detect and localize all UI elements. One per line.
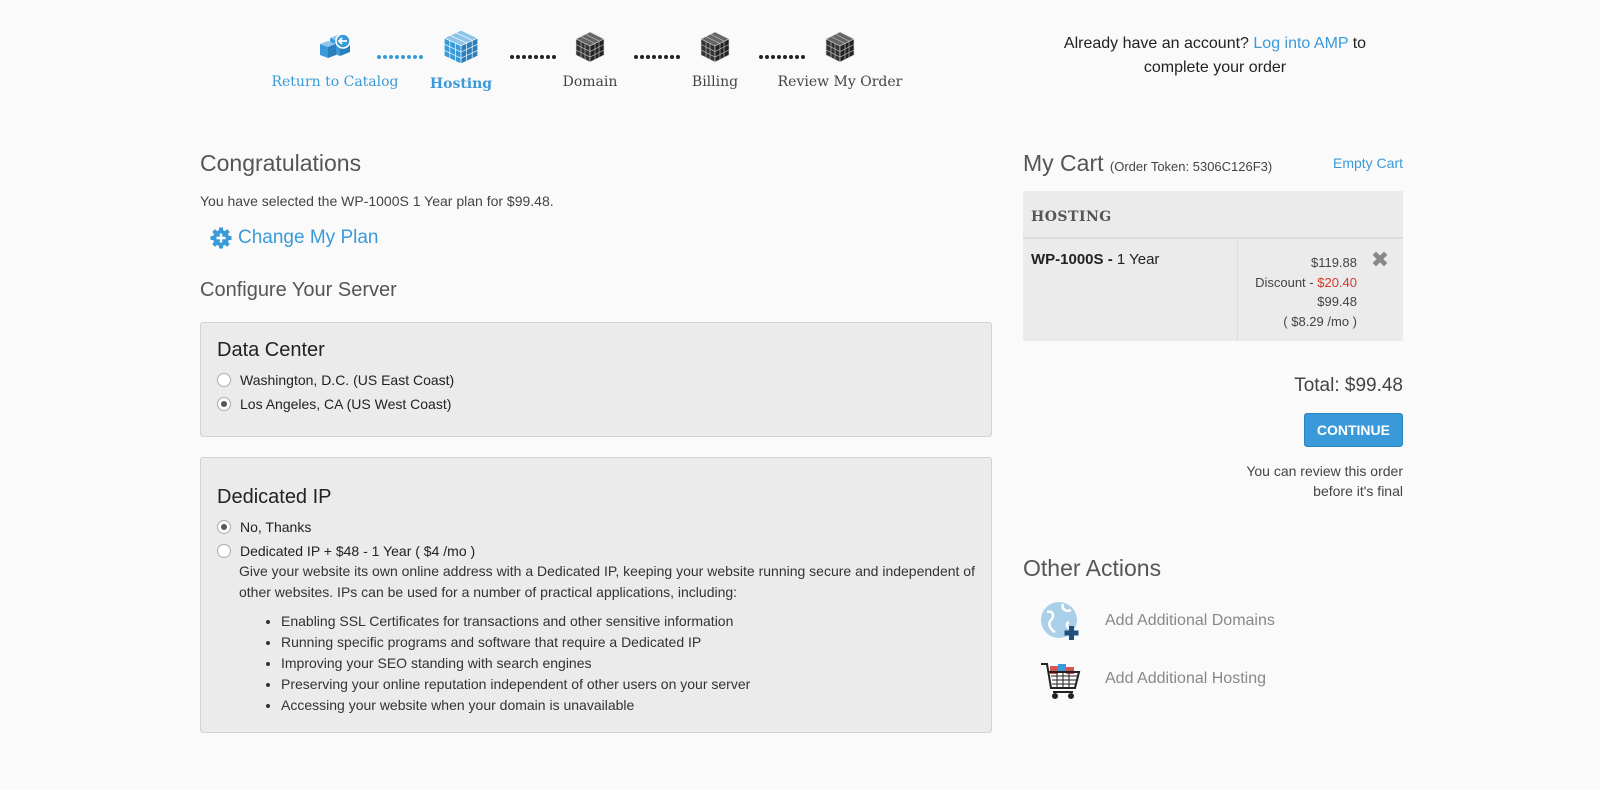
login-prompt [1030, 32, 1400, 80]
item-monthly: ( $8.29 /mo ) [1283, 313, 1357, 329]
cart-table [1023, 191, 1403, 341]
option-label: Los Angeles, CA (US West Coast) [240, 396, 452, 412]
review-note-line: You can review this order [1246, 463, 1403, 479]
empty-cart-link[interactable]: Empty Cart [1332, 155, 1403, 171]
cart-section-header: HOSTING [1023, 191, 1403, 239]
cart-item-prices [1238, 239, 1357, 341]
step-hosting[interactable] [396, 26, 526, 92]
list-item: • Improving your SEO standing with search engines [281, 653, 975, 674]
list-item: • Enabling SSL Certificates for transactions and other sensitive information [281, 611, 975, 632]
cart-item-name [1023, 239, 1238, 341]
continue-button[interactable]: CONTINUE [1304, 413, 1403, 447]
action-label: Add Additional Domains [1105, 612, 1275, 629]
data-center-title: Data Center [217, 339, 325, 361]
change-my-plan-button[interactable] [210, 227, 992, 249]
item-price: $119.88 [1310, 255, 1357, 270]
data-center-panel [200, 322, 992, 437]
cube-icon [442, 28, 480, 66]
step-label: Domain [562, 74, 618, 90]
radio-button[interactable] [217, 520, 231, 534]
step-label: Return to Catalog [271, 74, 399, 90]
benefits-list [239, 611, 975, 716]
cube-back-icon [318, 30, 352, 64]
data-center-option-washington[interactable] [217, 372, 975, 388]
remove-item-icon[interactable]: ✖ [1370, 247, 1390, 272]
item-plan: WP-1000S - [1031, 251, 1113, 268]
login-suffix: to complete your order [1143, 35, 1367, 76]
review-note-line: before it's final [1313, 483, 1403, 499]
radio-button[interactable] [217, 397, 231, 411]
step-label: Review My Order [777, 74, 903, 90]
radio-button[interactable] [217, 544, 231, 558]
option-label: Washington, D.C. (US East Coast) [240, 372, 455, 388]
page-title: Congratulations [200, 150, 362, 176]
main-content [200, 150, 992, 733]
cube-icon [698, 30, 732, 64]
discount-value: $20.40 [1317, 274, 1357, 290]
dedicated-ip-option-yes[interactable] [217, 543, 975, 559]
item-subtotal: $99.48 [1317, 294, 1357, 309]
order-token: (Order Token: 5306C126F3) [1109, 159, 1273, 174]
configure-server-title: Configure Your Server [200, 279, 397, 301]
dedicated-ip-panel [200, 457, 992, 733]
login-prefix: Already have an account? [1063, 35, 1249, 52]
cart-total: Total: $99.48 [1294, 375, 1403, 396]
step-label: Hosting [429, 76, 493, 92]
list-item: • Preserving your online reputation independent of other users on your server [281, 674, 975, 695]
dedicated-ip-option-no[interactable] [217, 519, 975, 535]
globe-plus-icon [1039, 600, 1083, 642]
dedicated-ip-title: Dedicated IP [217, 486, 332, 508]
discount-label: Discount - [1255, 274, 1314, 290]
action-label: Add Additional Hosting [1105, 670, 1266, 687]
add-additional-domains-action[interactable] [1039, 600, 1403, 642]
selected-plan-text: You have selected the WP-1000S 1 Year plan for $99.48. [200, 193, 554, 209]
data-center-option-los-angeles[interactable] [217, 396, 975, 412]
list-item: • Accessing your website when your domain is unavailable [281, 695, 975, 716]
option-label: No, Thanks [240, 519, 312, 535]
item-discount [1238, 273, 1357, 293]
checkout-steps [270, 26, 920, 106]
cube-icon [823, 30, 857, 64]
gear-plus-icon [210, 227, 232, 249]
dedicated-ip-description [239, 561, 975, 716]
log-into-amp-link[interactable]: Log into AMP [1253, 35, 1349, 52]
description-text: Give your website its own online address with a Dedicated IP, keeping your website running secure and independent of other websites. IPs can be used for a number of practical applications, including: [239, 563, 975, 600]
cart-item-row [1023, 239, 1403, 341]
cart-panel [1023, 150, 1403, 700]
change-my-plan-label: Change My Plan [238, 227, 379, 248]
cube-icon [573, 30, 607, 64]
step-label: Billing [691, 74, 739, 90]
option-label: Dedicated IP + $48 - 1 Year ( $4 /mo ) [240, 543, 476, 559]
shopping-cart-icon [1039, 658, 1083, 700]
item-term: 1 Year [1116, 251, 1160, 268]
cart-title: My Cart [1023, 150, 1104, 176]
list-item: • Running specific programs and software that require a Dedicated IP [281, 632, 975, 653]
radio-button[interactable] [217, 373, 231, 387]
step-review-my-order[interactable] [775, 26, 905, 90]
add-additional-hosting-action[interactable] [1039, 658, 1403, 700]
other-actions-title: Other Actions [1023, 555, 1162, 581]
review-note [1023, 447, 1403, 501]
